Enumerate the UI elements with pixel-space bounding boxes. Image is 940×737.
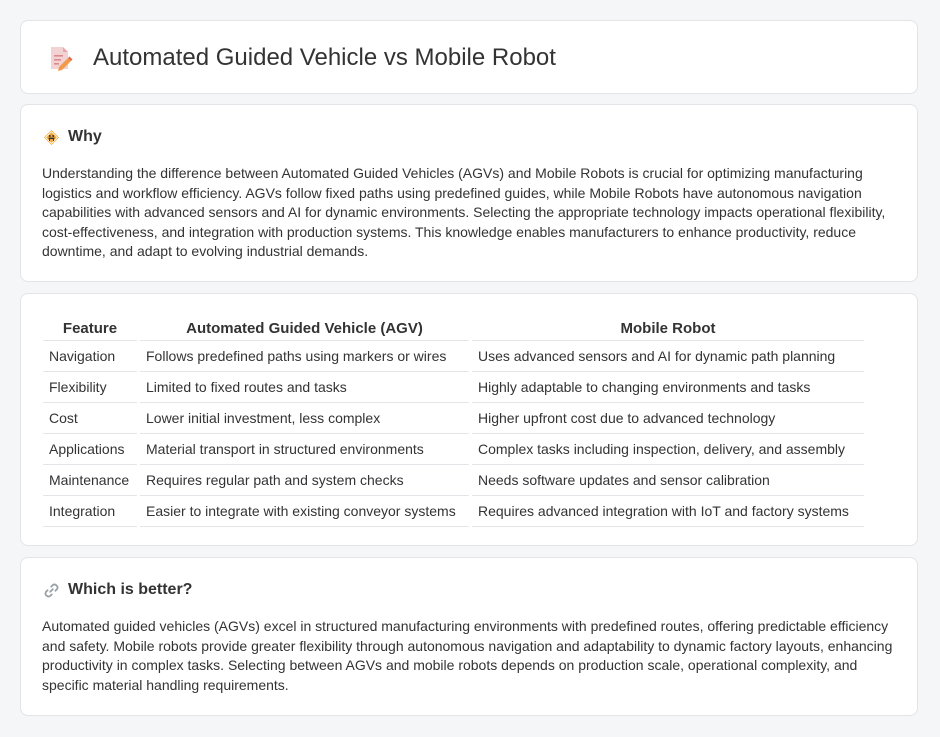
why-text: Understanding the difference between Automated Guided Vehicles (AGVs) and Mobile Robots is crucial for optimizing manufacturing logistics and workflow efficiency. AGVs follow fixed paths using predefined guides, while Mobile Robots have autonomous navigation capabilities with advanced sensors and AI for dynamic environments. Selecting the appropriate technology impacts operational flexibility, cost-effectiveness, and integration with production systems. This knowledge enables manufacturers to enhance productivity, reduce downtime, and adapt to evolving industrial demands. [42, 165, 886, 260]
why-title: Why [68, 128, 102, 145]
cell-feature: Flexibility [43, 372, 139, 403]
cell-agv: Follows predefined paths using markers or wires [139, 341, 471, 372]
why-card [20, 104, 918, 282]
cell-agv: Lower initial investment, less complex [139, 403, 471, 434]
which-better-title: Which is better? [68, 581, 193, 598]
comparison-card [20, 293, 918, 546]
cell-agv: Material transport in structured environments [139, 434, 471, 465]
which-better-card [20, 557, 918, 716]
table-row [43, 372, 864, 403]
table-row [43, 403, 864, 434]
document-edit-icon [47, 45, 73, 71]
cell-agv: Requires regular path and system checks [139, 465, 471, 496]
warning-sign-icon [43, 129, 60, 146]
why-heading [43, 127, 102, 147]
header-card [20, 20, 918, 94]
header-mobile-robot: Mobile Robot [471, 316, 865, 341]
cell-feature: Maintenance [43, 465, 139, 496]
cell-agv: Limited to fixed routes and tasks [139, 372, 471, 403]
table-row [43, 434, 864, 465]
cell-mobile-robot: Higher upfront cost due to advanced technology [471, 403, 865, 434]
cell-feature: Cost [43, 403, 139, 434]
table-row [43, 341, 864, 372]
cell-mobile-robot: Requires advanced integration with IoT and factory systems [471, 496, 865, 527]
link-icon [43, 582, 60, 599]
title-row [47, 43, 556, 73]
which-better-heading [43, 580, 192, 600]
header-agv: Automated Guided Vehicle (AGV) [139, 316, 471, 341]
cell-feature: Integration [43, 496, 139, 527]
cell-feature: Navigation [43, 341, 139, 372]
table-row [43, 465, 864, 496]
cell-mobile-robot: Uses advanced sensors and AI for dynamic path planning [471, 341, 865, 372]
which-better-text: Automated guided vehicles (AGVs) excel in structured manufacturing environments with predefined routes, offering predictable efficiency and safety. Mobile robots provide greater flexibility through autonomous navigation and adaptability to dynamic factory layouts, enhancing productivity in complex tasks. Selecting between AGVs and mobile robots depends on production scale, operational complexity, and specific material handling requirements. [42, 618, 893, 693]
cell-mobile-robot: Complex tasks including inspection, delivery, and assembly [471, 434, 865, 465]
table-row [43, 496, 864, 527]
page-title: Automated Guided Vehicle vs Mobile Robot [93, 44, 556, 71]
cell-mobile-robot: Highly adaptable to changing environments and tasks [471, 372, 865, 403]
cell-mobile-robot: Needs software updates and sensor calibration [471, 465, 865, 496]
header-feature: Feature [43, 316, 139, 341]
comparison-table [43, 316, 864, 527]
cell-feature: Applications [43, 434, 139, 465]
cell-agv: Easier to integrate with existing conveyor systems [139, 496, 471, 527]
table-header-row [43, 316, 864, 341]
